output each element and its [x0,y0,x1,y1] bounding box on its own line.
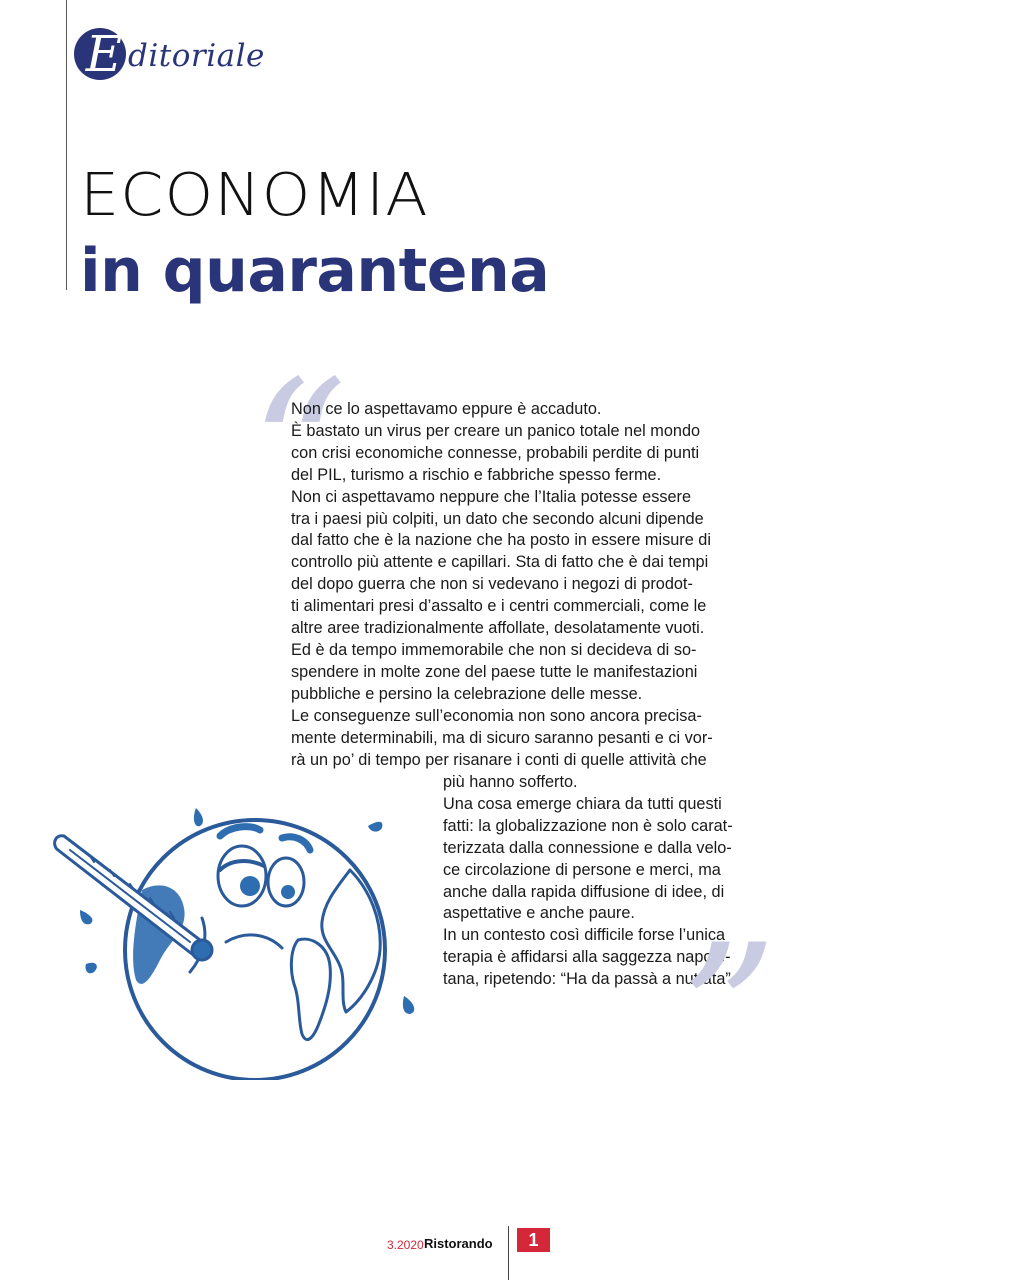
article-paragraph [291,487,760,706]
open-quote-mark: “ [250,340,348,561]
article-paragraph [443,772,760,794]
page-number: 1 [517,1228,550,1252]
brow-left [220,827,260,836]
article-line: spendere in molte zone del paese tutte le manifestazioni [291,662,698,681]
article-column-top [291,399,760,771]
left-vertical-rule [66,0,67,290]
article-line: del PIL, turismo a rischio e fabbriche spesso ferme. [291,465,662,484]
thermometer-icon [55,836,212,960]
article-line: terapia è affidarsi alla saggezza napole- [443,948,731,967]
article-line: tra i paesi più colpiti, un dato che secondo alcuni dipende [291,509,704,528]
article-line: anche dalla rapida diffusione di idee, di [443,882,725,901]
article-line: aspettative e anche paure. [443,904,635,923]
eye-left [218,846,266,906]
article-line: ti alimentari presi d’assalto e i centri commerciali, come le [291,597,707,616]
article-line: pubbliche e persino la celebrazione delle messe. [291,684,643,703]
footer-vertical-rule [508,1226,509,1280]
section-initial-letter: E [85,25,123,83]
footer-brand: Ristorando [424,1236,493,1251]
article-line: rà un po’ di tempo per risanare i conti di quelle attività che [291,750,707,769]
close-quote-mark: ” [680,904,778,1125]
article-line: con crisi economiche connesse, probabili perdite di punti [291,443,700,462]
mouth [226,935,282,948]
brow-right [282,837,310,850]
article-line: Non ci aspettavamo neppure che l’Italia potesse essere [291,487,692,506]
article-line: mente determinabili, ma di sicuro saranno pesanti e ci vor- [291,728,713,747]
article-line: È bastato un virus per creare un panico totale nel mondo [291,421,701,440]
article-paragraph [291,399,760,421]
article-line: Una cosa emerge chiara da tutti questi [443,794,722,813]
article-line: Le conseguenze sull’economia non sono ancora precisa- [291,706,702,725]
article-line: dal fatto che è la nazione che ha posto in essere misure di [291,531,711,550]
headline-line-1: ECONOMIA [80,160,429,230]
article-paragraph [291,421,760,487]
article-line: Non ce lo aspettavamo eppure è accaduto. [291,400,602,418]
article-line: fatti: la globalizzazione non è solo carat- [443,816,733,835]
sick-globe-illustration [50,790,440,1080]
eye-right [268,858,304,906]
section-label-text: ditoriale [128,38,265,74]
article-line: In un contesto così difficile forse l’unica [443,926,726,945]
article-line: controllo più attente e capillari. Sta di fatto che è dai tempi [291,553,709,572]
article-line: Ed è da tempo immemorabile che non si decideva di so- [291,640,697,659]
article-paragraph [291,706,760,772]
sweat-drop [194,808,203,826]
article-line: altre aree tradizionalmente affollate, desolatamente vuoti. [291,619,705,638]
footer-issue-number: 3.2020 [387,1238,424,1252]
article-line: terizzata dalla connessione e dalla velo- [443,838,732,857]
section-label-editoriale [74,25,314,83]
article-line: ce circolazione di persone e merci, ma [443,860,721,879]
article-line: del dopo guerra che non si vedevano i negozi di prodot- [291,575,693,594]
article-line: più hanno sofferto. [443,773,578,791]
article-line: tana, ripetendo: “Ha da passà a nuttata”. [443,970,736,989]
headline-line-2: in quarantena [80,236,550,306]
